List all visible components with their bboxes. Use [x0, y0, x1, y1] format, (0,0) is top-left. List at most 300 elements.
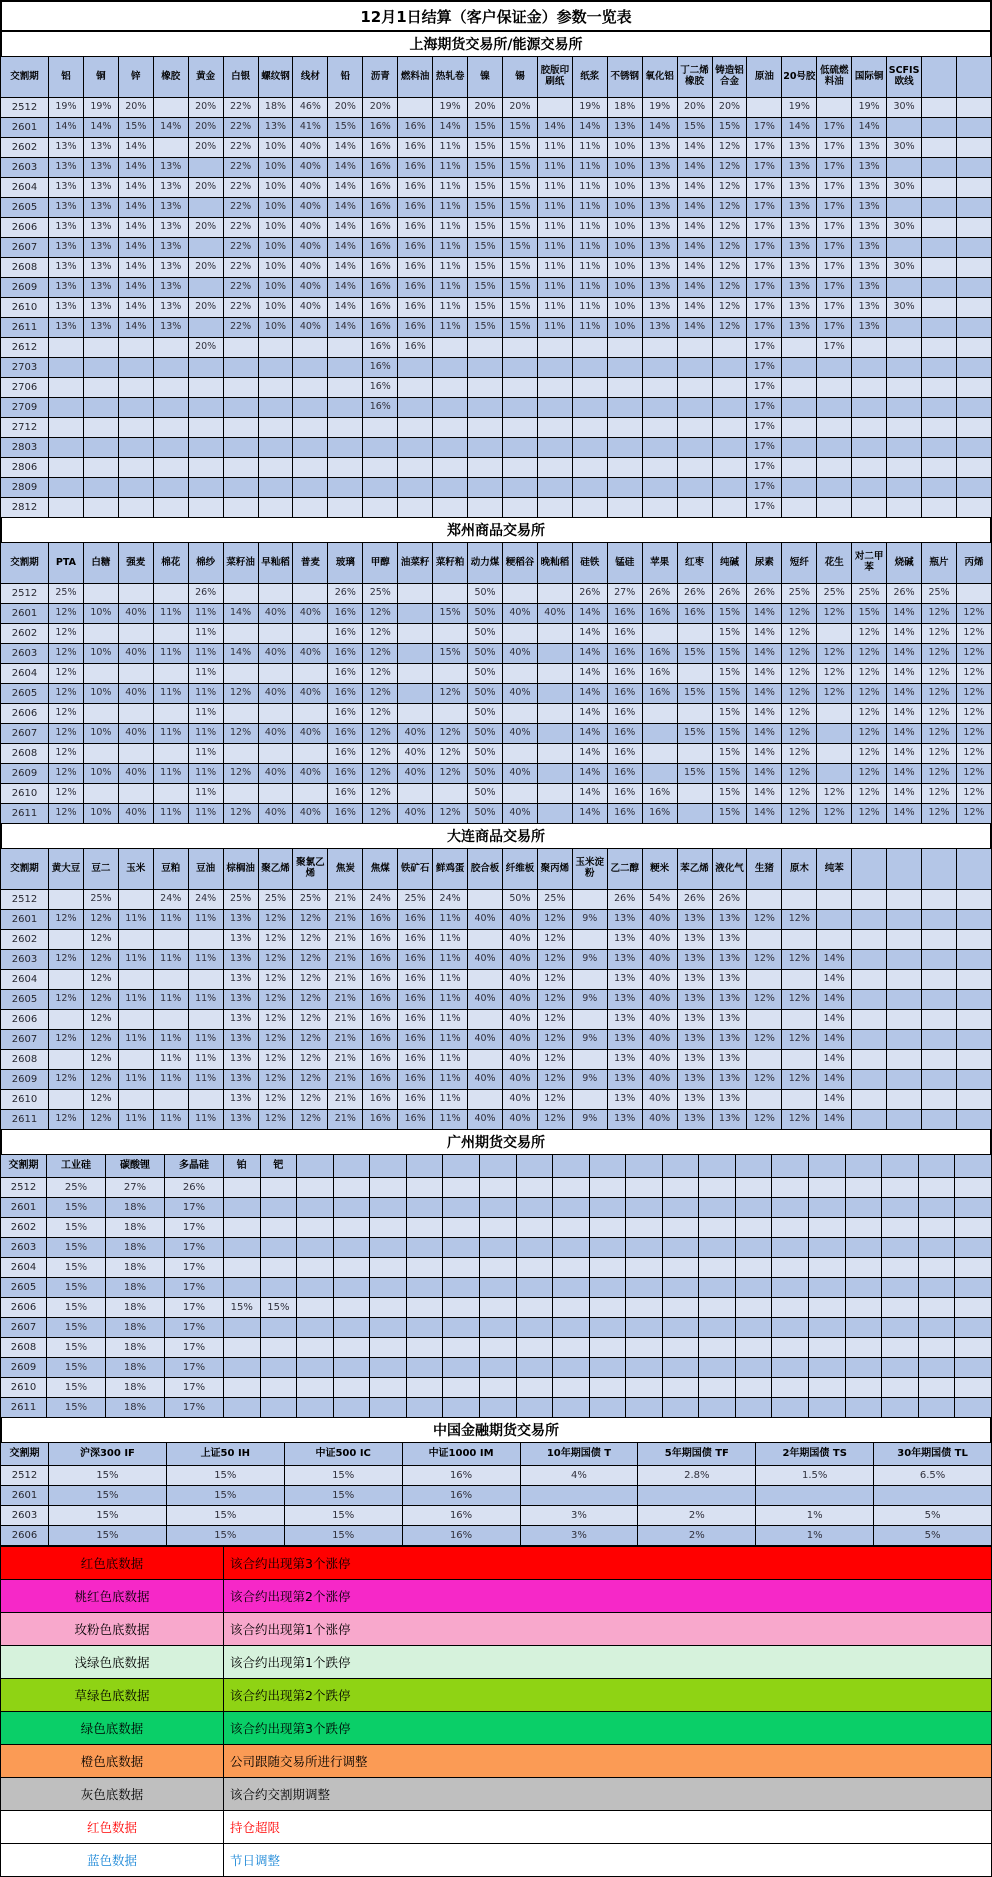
margin-cell: [852, 458, 887, 478]
margin-cell: [626, 1398, 663, 1418]
col-header: 对二甲苯: [852, 543, 887, 584]
margin-cell: [333, 1218, 370, 1238]
margin-cell: [398, 478, 433, 498]
margin-cell: 15%: [224, 1298, 261, 1318]
margin-cell: [887, 478, 922, 498]
margin-cell: 11%: [188, 684, 223, 704]
margin-cell: [333, 1258, 370, 1278]
margin-cell: [922, 930, 957, 950]
contract-month: 2602: [1, 930, 49, 950]
margin-cell: 25%: [83, 890, 118, 910]
contract-month: 2608: [1, 744, 49, 764]
margin-cell: 15%: [49, 1526, 167, 1546]
margin-cell: 11%: [118, 950, 153, 970]
margin-cell: 12%: [258, 1010, 293, 1030]
margin-cell: 26%: [712, 584, 747, 604]
col-header: 尿素: [747, 543, 782, 584]
margin-cell: 11%: [433, 298, 468, 318]
margin-cell: [502, 378, 537, 398]
margin-cell: [406, 1398, 443, 1418]
margin-cell: [956, 910, 991, 930]
margin-cell: 15%: [468, 118, 503, 138]
margin-cell: [662, 1298, 699, 1318]
margin-cell: 13%: [852, 298, 887, 318]
table-row: [1, 1506, 992, 1526]
margin-cell: 20%: [188, 98, 223, 118]
margin-cell: 15%: [47, 1378, 106, 1398]
margin-cell: [223, 704, 258, 724]
margin-cell: 10%: [607, 298, 642, 318]
margin-cell: 12%: [49, 784, 84, 804]
margin-cell: 12%: [258, 970, 293, 990]
margin-cell: 13%: [607, 1090, 642, 1110]
margin-cell: 15%: [502, 138, 537, 158]
margin-cell: [223, 458, 258, 478]
margin-cell: [293, 438, 328, 458]
margin-cell: 15%: [502, 318, 537, 338]
margin-cell: [782, 338, 817, 358]
margin-cell: [153, 138, 188, 158]
margin-cell: 13%: [677, 910, 712, 930]
margin-cell: [224, 1198, 261, 1218]
margin-cell: 16%: [398, 1090, 433, 1110]
margin-cell: 12%: [433, 744, 468, 764]
margin-cell: [626, 1198, 663, 1218]
margin-cell: [258, 418, 293, 438]
margin-cell: [572, 438, 607, 458]
col-header-blank: [956, 57, 991, 98]
margin-cell: [398, 784, 433, 804]
margin-cell: 12%: [782, 604, 817, 624]
contract-month: 2606: [1, 1298, 47, 1318]
margin-cell: 40%: [468, 910, 503, 930]
margin-cell: [516, 1378, 553, 1398]
margin-cell: [370, 1238, 407, 1258]
margin-cell: 14%: [817, 1050, 852, 1070]
margin-cell: 40%: [642, 910, 677, 930]
margin-cell: 15%: [47, 1358, 106, 1378]
margin-cell: 12%: [363, 704, 398, 724]
margin-cell: [293, 584, 328, 604]
margin-cell: [188, 238, 223, 258]
margin-cell: [677, 744, 712, 764]
margin-cell: 13%: [258, 118, 293, 138]
contract-month: 2602: [1, 1218, 47, 1238]
margin-cell: 30%: [887, 218, 922, 238]
margin-cell: 13%: [642, 258, 677, 278]
margin-cell: 16%: [398, 158, 433, 178]
margin-cell: 12%: [293, 1110, 328, 1130]
margin-cell: 16%: [398, 278, 433, 298]
margin-cell: [662, 1398, 699, 1418]
margin-cell: 14%: [782, 118, 817, 138]
margin-cell: 17%: [165, 1318, 224, 1338]
margin-cell: [223, 338, 258, 358]
margin-cell: [956, 950, 991, 970]
contract-month: 2606: [1, 1526, 49, 1546]
margin-cell: 14%: [747, 604, 782, 624]
margin-cell: 12%: [782, 1070, 817, 1090]
margin-cell: [258, 498, 293, 518]
margin-cell: 15%: [47, 1258, 106, 1278]
margin-cell: 14%: [887, 624, 922, 644]
margin-cell: [922, 910, 957, 930]
margin-cell: 14%: [118, 298, 153, 318]
margin-cell: 10%: [258, 138, 293, 158]
margin-cell: [677, 478, 712, 498]
col-header: 中证500 IC: [284, 1443, 402, 1466]
margin-cell: 26%: [887, 584, 922, 604]
margin-cell: [297, 1298, 334, 1318]
margin-cell: [443, 1218, 480, 1238]
margin-cell: 40%: [118, 684, 153, 704]
margin-cell: [956, 298, 991, 318]
margin-cell: [918, 1258, 955, 1278]
margin-cell: [887, 1010, 922, 1030]
margin-cell: [772, 1378, 809, 1398]
margin-cell: 12%: [852, 784, 887, 804]
margin-cell: 40%: [118, 604, 153, 624]
margin-cell: [845, 1238, 882, 1258]
margin-cell: 12%: [956, 624, 991, 644]
margin-cell: [537, 804, 572, 824]
margin-cell: 50%: [468, 624, 503, 644]
margin-cell: 11%: [188, 1070, 223, 1090]
margin-cell: 13%: [49, 278, 84, 298]
col-header: 锰硅: [607, 543, 642, 584]
margin-cell: 16%: [398, 138, 433, 158]
margin-cell: [468, 930, 503, 950]
margin-cell: 14%: [677, 258, 712, 278]
col-header: 沪深300 IF: [49, 1443, 167, 1466]
margin-cell: [887, 118, 922, 138]
margin-cell: 2%: [638, 1526, 756, 1546]
margin-cell: [553, 1278, 590, 1298]
margin-cell: 13%: [852, 278, 887, 298]
margin-cell: 12%: [258, 990, 293, 1010]
col-header: 粳米: [642, 849, 677, 890]
margin-cell: 17%: [165, 1338, 224, 1358]
margin-cell: [809, 1198, 846, 1218]
margin-cell: 40%: [642, 990, 677, 1010]
margin-cell: 18%: [106, 1378, 165, 1398]
margin-cell: 40%: [502, 604, 537, 624]
legend-label: 红色数据: [1, 1811, 224, 1843]
margin-cell: [537, 378, 572, 398]
margin-cell: [589, 1318, 626, 1338]
margin-cell: 12%: [747, 990, 782, 1010]
margin-cell: 11%: [572, 278, 607, 298]
margin-cell: 16%: [328, 624, 363, 644]
margin-cell: [153, 98, 188, 118]
margin-cell: 15%: [47, 1298, 106, 1318]
margin-cell: 16%: [607, 744, 642, 764]
margin-cell: [572, 1050, 607, 1070]
margin-cell: 15%: [712, 704, 747, 724]
margin-cell: [956, 438, 991, 458]
contract-month: 2603: [1, 950, 49, 970]
margin-cell: [333, 1198, 370, 1218]
margin-cell: 12%: [49, 704, 84, 724]
contract-month: 2606: [1, 704, 49, 724]
margin-cell: 19%: [852, 98, 887, 118]
col-header-blank: [922, 849, 957, 890]
margin-cell: 12%: [782, 684, 817, 704]
margin-cell: 16%: [402, 1466, 520, 1486]
margin-cell: [677, 664, 712, 684]
margin-cell: 14%: [677, 298, 712, 318]
margin-cell: [677, 438, 712, 458]
margin-cell: 19%: [782, 98, 817, 118]
margin-cell: [333, 1278, 370, 1298]
margin-cell: 12%: [363, 744, 398, 764]
margin-cell: 13%: [782, 158, 817, 178]
margin-cell: 13%: [83, 318, 118, 338]
margin-cell: 12%: [537, 1010, 572, 1030]
table-row: [1, 1090, 992, 1110]
legend-label: 桃红色底数据: [1, 1580, 224, 1612]
margin-cell: [922, 278, 957, 298]
margin-cell: [922, 1090, 957, 1110]
margin-cell: 15%: [712, 744, 747, 764]
margin-cell: 16%: [363, 258, 398, 278]
margin-cell: [922, 218, 957, 238]
margin-cell: [406, 1378, 443, 1398]
margin-cell: [809, 1258, 846, 1278]
margin-cell: [118, 1010, 153, 1030]
margin-cell: [553, 1378, 590, 1398]
margin-cell: 16%: [363, 138, 398, 158]
margin-cell: [297, 1378, 334, 1398]
margin-cell: 12%: [956, 704, 991, 724]
margin-cell: 12%: [223, 724, 258, 744]
margin-cell: 12%: [83, 970, 118, 990]
col-header-blank: [922, 57, 957, 98]
margin-cell: [223, 358, 258, 378]
margin-cell: 30%: [887, 298, 922, 318]
margin-cell: [956, 1090, 991, 1110]
margin-cell: [918, 1378, 955, 1398]
margin-cell: [49, 438, 84, 458]
margin-cell: [887, 158, 922, 178]
contract-month: 2601: [1, 118, 49, 138]
margin-cell: [468, 1090, 503, 1110]
margin-cell: [852, 358, 887, 378]
margin-cell: 50%: [468, 724, 503, 744]
margin-cell: 13%: [642, 218, 677, 238]
margin-cell: 13%: [642, 278, 677, 298]
legend-row: [0, 1843, 992, 1876]
section-title-czce: 郑州商品交易所: [0, 518, 992, 542]
margin-cell: [293, 664, 328, 684]
col-header: 短纤: [782, 543, 817, 584]
margin-cell: [118, 338, 153, 358]
margin-cell: 12%: [747, 910, 782, 930]
margin-cell: [49, 478, 84, 498]
margin-cell: [118, 930, 153, 950]
col-header: 胶版印刷纸: [537, 57, 572, 98]
margin-cell: 15%: [502, 118, 537, 138]
legend-label: 浅绿色底数据: [1, 1646, 224, 1678]
margin-cell: 12%: [293, 930, 328, 950]
margin-cell: 40%: [293, 198, 328, 218]
margin-cell: 16%: [363, 298, 398, 318]
margin-cell: [553, 1318, 590, 1338]
section-title-shfe: 上海期货交易所/能源交易所: [0, 32, 992, 56]
table-row: [1, 1486, 992, 1506]
margin-cell: 12%: [956, 644, 991, 664]
margin-cell: 26%: [572, 584, 607, 604]
margin-cell: 11%: [153, 990, 188, 1010]
margin-cell: 11%: [433, 198, 468, 218]
margin-cell: 15%: [502, 158, 537, 178]
margin-cell: [677, 378, 712, 398]
margin-cell: 16%: [363, 910, 398, 930]
legend-desc: 持仓超限: [230, 1820, 281, 1835]
margin-cell: [468, 418, 503, 438]
margin-cell: 40%: [118, 804, 153, 824]
col-header: 纯碱: [712, 543, 747, 584]
margin-cell: 14%: [572, 744, 607, 764]
margin-cell: [433, 378, 468, 398]
margin-cell: 20%: [328, 98, 363, 118]
margin-cell: [817, 458, 852, 478]
margin-cell: [852, 1050, 887, 1070]
margin-cell: 14%: [852, 118, 887, 138]
margin-cell: 20%: [677, 98, 712, 118]
margin-cell: [887, 1030, 922, 1050]
margin-cell: 10%: [607, 198, 642, 218]
margin-cell: 16%: [363, 238, 398, 258]
margin-cell: 18%: [106, 1358, 165, 1378]
margin-cell: 12%: [817, 644, 852, 664]
margin-cell: 12%: [49, 744, 84, 764]
margin-cell: [572, 890, 607, 910]
legend-label: 橙色底数据: [1, 1745, 224, 1777]
margin-cell: [433, 584, 468, 604]
margin-cell: 17%: [747, 258, 782, 278]
margin-cell: [882, 1338, 919, 1358]
margin-cell: [223, 378, 258, 398]
margin-cell: [537, 644, 572, 664]
margin-cell: [258, 438, 293, 458]
margin-cell: 12%: [537, 910, 572, 930]
margin-cell: 15%: [47, 1198, 106, 1218]
table-row: [1, 744, 992, 764]
margin-cell: 17%: [747, 398, 782, 418]
table-row: [1, 358, 992, 378]
margin-cell: 11%: [188, 1050, 223, 1070]
margin-cell: [589, 1338, 626, 1358]
margin-cell: 12%: [956, 764, 991, 784]
margin-cell: 14%: [118, 158, 153, 178]
margin-cell: 16%: [363, 1050, 398, 1070]
col-header: 铜: [83, 57, 118, 98]
margin-cell: 11%: [433, 178, 468, 198]
margin-cell: [845, 1358, 882, 1378]
col-header-blank: [845, 1155, 882, 1178]
margin-cell: 12%: [363, 784, 398, 804]
margin-cell: 13%: [642, 138, 677, 158]
margin-cell: [260, 1238, 297, 1258]
col-header-blank: [699, 1155, 736, 1178]
margin-cell: 16%: [328, 724, 363, 744]
margin-cell: 15%: [502, 178, 537, 198]
legend-row: [0, 1612, 992, 1645]
margin-cell: [553, 1198, 590, 1218]
margin-cell: 11%: [433, 930, 468, 950]
margin-cell: 13%: [852, 258, 887, 278]
margin-cell: [223, 478, 258, 498]
margin-cell: 11%: [537, 258, 572, 278]
margin-cell: [516, 1318, 553, 1338]
margin-cell: 11%: [537, 318, 572, 338]
margin-cell: [572, 478, 607, 498]
margin-cell: [468, 890, 503, 910]
margin-cell: [502, 438, 537, 458]
margin-cell: [118, 458, 153, 478]
margin-cell: 14%: [747, 704, 782, 724]
margin-cell: [153, 1090, 188, 1110]
margin-cell: 13%: [153, 238, 188, 258]
margin-cell: [260, 1178, 297, 1198]
margin-cell: [553, 1238, 590, 1258]
margin-cell: [956, 418, 991, 438]
margin-cell: 18%: [106, 1198, 165, 1218]
margin-cell: [479, 1178, 516, 1198]
col-header: 燃料油: [398, 57, 433, 98]
contract-month: 2610: [1, 1090, 49, 1110]
margin-cell: [153, 784, 188, 804]
margin-cell: 14%: [887, 804, 922, 824]
margin-cell: 17%: [747, 478, 782, 498]
margin-cell: [956, 258, 991, 278]
margin-cell: [433, 458, 468, 478]
margin-cell: 20%: [188, 338, 223, 358]
margin-cell: 10%: [258, 178, 293, 198]
margin-cell: 18%: [258, 98, 293, 118]
margin-cell: [956, 238, 991, 258]
col-header: 多晶硅: [165, 1155, 224, 1178]
margin-cell: 16%: [642, 784, 677, 804]
margin-cell: 25%: [363, 584, 398, 604]
margin-cell: [297, 1398, 334, 1418]
margin-cell: [782, 378, 817, 398]
col-header: 线材: [293, 57, 328, 98]
contract-month: 2605: [1, 990, 49, 1010]
margin-cell: 40%: [258, 804, 293, 824]
margin-cell: [153, 930, 188, 950]
margin-cell: 13%: [83, 158, 118, 178]
margin-cell: [922, 970, 957, 990]
margin-cell: [712, 498, 747, 518]
col-header: 棉花: [153, 543, 188, 584]
section-title-gfex: 广州期货交易所: [0, 1130, 992, 1154]
margin-cell: [817, 890, 852, 910]
col-header: 红枣: [677, 543, 712, 584]
margin-cell: 13%: [642, 238, 677, 258]
margin-cell: 15%: [677, 684, 712, 704]
margin-cell: 17%: [817, 158, 852, 178]
margin-cell: 14%: [223, 604, 258, 624]
margin-cell: [83, 624, 118, 644]
margin-cell: 13%: [607, 990, 642, 1010]
margin-cell: 12%: [922, 704, 957, 724]
margin-cell: 40%: [642, 930, 677, 950]
margin-cell: 15%: [852, 604, 887, 624]
margin-cell: [882, 1278, 919, 1298]
col-header-contract-month: 交割期: [1, 57, 49, 98]
